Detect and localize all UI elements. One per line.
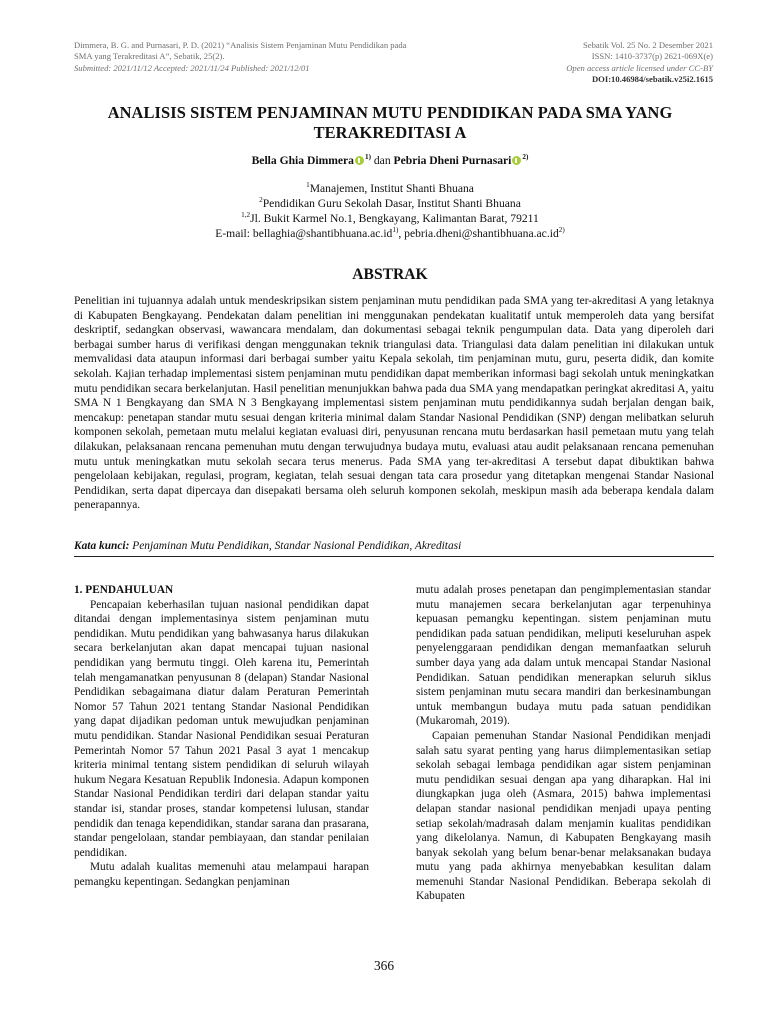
journal-header xyxy=(413,40,713,86)
left-column xyxy=(74,583,369,889)
keywords-label: Kata kunci: xyxy=(74,540,130,552)
orcid-icon[interactable] xyxy=(512,156,521,165)
paragraph: Pencapaian keberhasilan tujuan nasional pendidikan dapat ditandai dengan implementasinya sistem penjaminan mutu pendidikan. Mutu pendidikan yang bahwasanya harus dilakukan secara berkelanjutan akan dapat mencapai tujuan nasional pendidikan yang bermutu tinggi. Oleh karena itu, Pemerintah telah mengamanatkan penyusunan 8 (delapan) Standar Nasional Pendidikan sebagaimana diatur dalam Peraturan Pemerintah Nomor 57 Tahun 2021 tentang Standar Nasional Pendidikan yang dapat dijadikan pedoman untuk mewujudkan penjaminan mutu pendidikan. Standar Nasional Pendidikan sesuai Peraturan Pemerintah Nomor 57 Tahun 2021 Pasal 3 ayat 1 mencakup kriteria minimal tentang sistem pendidikan di seluruh wilayah hukum Negara Kesatuan Republik Indonesia. Adapun komponen Standar Nasional Pendidikan terdiri dari delapan standar yaitu standar isi, standar proses, standar kompetensi lulusan, standar pendidik dan tenaga kependidikan, standar sarana dan prasarana, standar pengelolaan, standar pembiayaan, dan standar penilaian pendidikan. xyxy=(74,598,369,859)
emails[interactable]: E-mail: $bellaghia@shantibhuana.ac.id^{1)}$, $pebria.dheni@shantibhuana.ac.id^{2)}$ xyxy=(215,225,565,240)
journal-issn: ISSN: 1410-3737(p) 2621-069X(e) xyxy=(591,51,713,62)
journal-volume: Sebatik Vol. 25 No. 2 Desember 2021 xyxy=(582,40,713,50)
affiliations xyxy=(70,182,710,242)
citation-line-2: SMA yang Terakreditasi A”, Sebatik, 25(2). xyxy=(74,51,225,62)
title-line-1: ANALISIS SISTEM PENJAMINAN MUTU PENDIDIKAN PADA SMA YANG xyxy=(107,103,673,122)
page-number: 366 xyxy=(373,958,395,973)
paper-title xyxy=(70,103,710,142)
author-1-sup: 1) xyxy=(364,153,371,161)
affiliation-1: $^1$Manajemen, Institut Shanti Bhuana xyxy=(306,181,474,195)
abstract-heading: ABSTRAK xyxy=(352,266,428,283)
submission-dates: Submitted: 2021/11/12 Accepted: 2021/11/24 Published: 2021/12/01 xyxy=(74,62,310,73)
keywords xyxy=(74,540,714,552)
author-2-sup: 2) xyxy=(522,153,529,161)
paragraph: mutu adalah proses penetapan dan pengimplementasian standar mutu manajemen secara berkelanjutan agar terpenuhinya kepuasan pemangku kepentingan. sistem penjaminan mutu pendidikan pada satuan pendidikan, meliputi keseluruhan aspek penyelenggaraan pendidikan dengan memanfaatkan seluruh sumber daya yang ada dalam untuk mencapai Standar Nasional Pendidikan. Satuan pendidikan menerapkan seluruh siklus sistem penjaminan mutu secara mandiri dan berkesinambungan untuk membangun budaya mutu pada satuan pendidikan (Mukaromah, 2019). xyxy=(416,584,711,728)
citation-line-1: Dimmera, B. G. and Purnasari, P. D. (2021) “Analisis Sistem Penjaminan Mutu Pendidikan pada xyxy=(74,40,407,50)
license-note: Open access article licensed under CC-BY xyxy=(566,62,713,73)
title-line-2: TERAKREDITASI A xyxy=(313,122,467,142)
citation-header xyxy=(74,40,454,74)
author-2-name: Pebria Dheni Purnasari xyxy=(393,154,512,167)
paragraph: Mutu adalah kualitas memenuhi atau melampaui harapan pemangku kepentingan. Sedangkan penjaminan xyxy=(74,861,369,888)
address: $^{1,2}$Jl. Bukit Karmel No.1, Bengkayang, Kalimantan Barat, 79211 xyxy=(241,210,539,225)
author-1-name: Bella Ghia Dimmera xyxy=(251,154,354,167)
affiliation-2: $^2$Pendidikan Guru Sekolah Dasar, Institut Shanti Bhuana xyxy=(259,195,521,210)
orcid-icon[interactable] xyxy=(355,156,364,165)
paragraph: Capaian pemenuhan Standar Nasional Pendidikan menjadi salah satu syarat penting yang harus diimplementasikan setiap sekolah sebagai lembaga pendidikan agar sistem penjaminan mutu pendidikan sesuai dengan apa yang diharapkan. Hal ini diungkapkan juga oleh (Asmara, 2015) bahwa implementasi delapan standar nasional pendidikan menjadi upaya penting setiap sekolah/madrasah dalam menjamin kualitas pendidikan yang dikelolanya. Namun, di Kabupaten Bengkayang masih banyak sekolah yang belum benar-benar melaksanakan budaya mutu yang pada akhirnya menyebabkan kesulitan dalam memenuhi Standar Nasional Pendidikan. Beberapa sekolah di Kabupaten xyxy=(416,729,711,903)
abstract-body: Penelitian ini tujuannya adalah untuk mendeskripsikan sistem penjaminan mutu pendidikan pada SMA yang ter-akreditasi A yang letaknya di Kabupaten Bengkayang. Pendekatan dalam penelitian ini menggunakan pendekatan kualitatif untuk memperoleh data yang bersifat deskriptif, sedangkan observasi, wawancara mendalam, dan dokumentasi sebagai teknik pengumpulan data. Data yang diperoleh dari berbagai sumber harus di verifikasi dengan menggunakan teknik triangulasi data. Triangulasi data dalam penelitian ini dilakukan untuk memvalidasi data ataupun informasi dari berbagai sumber yaitu Kepala sekolah, tim penjaminan mutu, guru, peserta didik, dan komite sekolah. Kajian terhadap implementasi sistem penjaminan mutu pendidikan dapat memberikan informasi bagi sekolah untuk meningkatkan mutu pendidikan secara berkelanjutan. Hasil penelitian menunjukkan bahwa pada dua SMA yang mendapatkan peringkat akreditasi A, yaitu SMA N 1 Bengkayang dan SMA N 3 Bengkayang implementasi sistem penjaminan mutu pendidikannya sudah berjalan dengan baik, mencakup: penetapan standar mutu sesuai dengan kriteria minimal dalam Standar Nasional Pendidikan (SNP) dengan melibatkan seluruh komponen sekolah, pemetaan mutu melalui kegiatan evaluasi diri, penyusunan rencana mutu berdasarkan hasil pemetaan mutu yang telah dilakukan, pelaksanaan rencana pemenuhan mutu dengan terwujudnya budaya mutu, evaluasi atau audit pelaksanaan rencana pemenuhan mutu untuk meningkatkan mutu sekolah secara terus menerus. Pada SMA yang ter-akreditasi A tersebut dapat dibuktikan bahwa pengelolaan kebijakan, regulasi, program, kegiatan, telah sesuai dengan tata cara prosedur yang ditetapkan mengenai Standar Nasional Pendidikan, serta dapat dipercaya dan disepakati bersama oleh seluruh komponen sekolah, meskipun masih ada beberapa kendala dalam penerapannya. xyxy=(74,295,714,512)
section-heading-pendahuluan: 1. PENDAHULUAN xyxy=(74,584,174,596)
divider xyxy=(74,556,714,557)
right-column xyxy=(416,583,711,904)
authors xyxy=(70,154,710,167)
doi[interactable]: DOI:10.46984/sebatik.v25i2.1615 xyxy=(591,74,713,85)
keywords-text: Penjaminan Mutu Pendidikan, Standar Nasional Pendidikan, Akreditasi xyxy=(129,540,462,552)
author-conjunction: dan xyxy=(370,154,394,167)
